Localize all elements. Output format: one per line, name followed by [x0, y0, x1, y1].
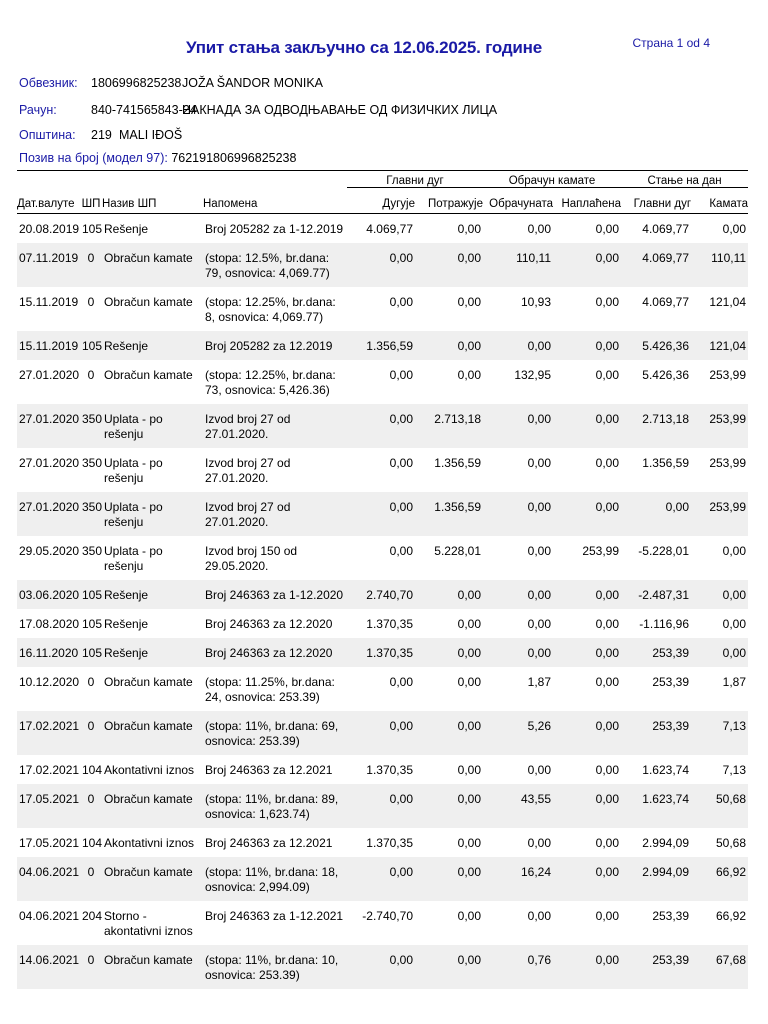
cell-obracunata: 5,26	[483, 711, 553, 755]
cell-duguje: -2.740,70	[362, 909, 413, 923]
obveznik-row	[19, 76, 323, 90]
cell-sp: 105	[82, 617, 103, 631]
cell-napomena: (stopa: 11%, br.dana: 10, osnovica: 253.39)	[203, 945, 347, 989]
cell-kamata: 7,13	[722, 763, 747, 777]
cell-glavni-dug: 2.994,09	[621, 857, 691, 901]
cell-naziv: Obračun kamate	[102, 711, 203, 755]
cell-napomena: Broj 246363 za 12.2020	[203, 638, 347, 667]
cell-duguje: 0,00	[347, 784, 415, 828]
obveznik-name: JOŽA ŠANDOR MONIKA	[182, 76, 323, 90]
cell-kamata: 0,00	[722, 222, 747, 236]
cell-glavni-dug: 253,39	[621, 711, 691, 755]
cell-duguje: 1.356,59	[347, 331, 415, 360]
cell-napomena: Broj 246363 za 1-12.2021	[205, 909, 344, 923]
cell-sp: 0	[80, 857, 102, 901]
cell-napomena: (stopa: 12.25%, br.dana: 73, osnovica: 5,426.36)	[205, 368, 336, 397]
table-row	[17, 784, 748, 828]
col-duguje: Дугује	[382, 198, 415, 210]
cell-potrazuje: 0,00	[415, 945, 483, 989]
cell-naplacena: 0,00	[595, 222, 620, 236]
page-title: Упит стања закључно са 12.06.2025. године	[185, 38, 543, 57]
cell-date: 04.06.2021	[19, 909, 80, 923]
cell-duguje: 0,00	[389, 295, 413, 309]
cell-naziv: Uplata - po rešenju	[102, 492, 203, 536]
cell-sp: 105	[80, 331, 102, 360]
table-row	[17, 580, 748, 609]
cell-obracunata: 0,00	[527, 222, 552, 236]
cell-sp: 105	[80, 638, 102, 667]
group-glavni-dug: Главни дуг	[347, 171, 483, 188]
cell-kamata: 66,92	[716, 909, 747, 923]
cell-naziv: Uplata - po rešenju	[104, 544, 163, 573]
cell-naziv: Rešenje	[102, 331, 203, 360]
cell-sp: 0	[87, 368, 95, 382]
cell-potrazuje: 0,00	[415, 857, 483, 901]
cell-naziv: Obračun kamate	[104, 368, 193, 382]
cell-potrazuje: 0,00	[457, 368, 482, 382]
cell-glavni-dug: 253,39	[652, 675, 690, 689]
cell-duguje: 0,00	[347, 857, 415, 901]
cell-glavni-dug: 253,39	[621, 638, 691, 667]
cell-kamata: 253,99	[709, 368, 747, 382]
table-header	[17, 171, 748, 214]
cell-date: 17.05.2021	[17, 784, 80, 828]
cell-kamata: 121,04	[709, 295, 747, 309]
cell-duguje: 1.370,35	[366, 836, 413, 850]
cell-napomena: Broj 205282 za 1-12.2019	[205, 222, 344, 236]
cell-kamata: 110,11	[691, 243, 748, 287]
cell-naziv: Obračun kamate	[102, 857, 203, 901]
cell-duguje: 2.740,70	[347, 580, 415, 609]
col-potrazuje: Потражује	[428, 198, 484, 210]
cell-glavni-dug: 2.713,18	[621, 404, 691, 448]
cell-date: 10.12.2020	[19, 675, 80, 689]
cell-obracunata: 0,00	[483, 404, 553, 448]
cell-naziv: Obračun kamate	[102, 243, 203, 287]
cell-naplacena: 0,00	[553, 404, 621, 448]
cell-naplacena: 0,00	[553, 492, 621, 536]
cell-obracunata: 0,00	[527, 456, 552, 470]
table-row	[17, 448, 748, 492]
cell-potrazuje: 0,00	[415, 711, 483, 755]
cell-naplacena: 0,00	[553, 784, 621, 828]
cell-duguje: 0,00	[389, 368, 413, 382]
table-row	[17, 331, 748, 360]
cell-glavni-dug: 5.426,36	[642, 368, 690, 382]
opstina-code: 219	[91, 128, 112, 142]
cell-date: 29.05.2020	[19, 544, 80, 558]
cell-obracunata: 110,11	[483, 243, 553, 287]
cell-potrazuje: 0,00	[415, 331, 483, 360]
cell-duguje: 0,00	[389, 675, 413, 689]
cell-potrazuje: 0,00	[415, 638, 483, 667]
col-naplacena: Наплаћена	[561, 198, 622, 210]
cell-naziv: Obračun kamate	[104, 675, 193, 689]
cell-kamata: 7,13	[691, 711, 748, 755]
table-row	[17, 638, 748, 667]
cell-obracunata: 0,00	[483, 638, 553, 667]
cell-obracunata: 132,95	[514, 368, 552, 382]
cell-date: 03.06.2020	[17, 580, 80, 609]
cell-sp: 0	[87, 295, 95, 309]
cell-naplacena: 0,00	[595, 456, 620, 470]
cell-obracunata: 0,00	[527, 909, 552, 923]
opstina-label: Општина:	[19, 128, 76, 142]
cell-potrazuje: 0,00	[457, 763, 482, 777]
cell-naziv: Storno - akontativni iznos	[104, 909, 193, 938]
cell-kamata: 0,00	[722, 544, 747, 558]
table-row	[17, 711, 748, 755]
cell-naplacena: 0,00	[595, 763, 620, 777]
table-row	[17, 287, 748, 331]
cell-naplacena: 0,00	[595, 368, 620, 382]
cell-kamata: 253,99	[691, 492, 748, 536]
cell-napomena: Broj 246363 za 12.2020	[205, 617, 333, 631]
racun-name: НАКНАДА ЗА ОДВОДЊАВАЊЕ ОД ФИЗИЧКИХ ЛИЦА	[182, 103, 498, 117]
table-row	[17, 828, 748, 857]
cell-sp: 350	[82, 456, 103, 470]
cell-napomena: (stopa: 12.5%, br.dana: 79, osnovica: 4,069.77)	[203, 243, 347, 287]
cell-date: 16.11.2020	[17, 638, 80, 667]
cell-naplacena: 0,00	[553, 580, 621, 609]
cell-obracunata: 10,93	[520, 295, 552, 309]
table-row	[17, 492, 748, 536]
col-obracunata: Обрачуната	[489, 198, 554, 210]
cell-naziv: Rešenje	[104, 222, 149, 236]
cell-duguje: 0,00	[347, 945, 415, 989]
group-stanje: Стање на дан	[621, 171, 748, 188]
cell-glavni-dug: 253,39	[652, 909, 690, 923]
col-glavni-dug: Главни дуг	[633, 198, 692, 210]
cell-glavni-dug: 4.069,77	[642, 295, 690, 309]
cell-naziv: Uplata - po rešenju	[102, 404, 203, 448]
cell-naplacena: 0,00	[595, 836, 620, 850]
cell-naziv: Akontativni iznos	[104, 836, 195, 850]
cell-napomena: Izvod broj 27 od 27.01.2020.	[203, 404, 347, 448]
cell-sp: 350	[80, 404, 102, 448]
cell-sp: 104	[82, 836, 103, 850]
cell-napomena: Broj 246363 za 12.2021	[205, 763, 333, 777]
cell-potrazuje: 0,00	[457, 617, 482, 631]
table-row	[17, 755, 748, 784]
cell-potrazuje: 5.228,01	[434, 544, 482, 558]
cell-napomena: Izvod broj 27 od 27.01.2020.	[203, 492, 347, 536]
cell-obracunata: 0,00	[483, 492, 553, 536]
cell-kamata: 50,68	[691, 784, 748, 828]
opstina-row	[19, 128, 182, 142]
cell-sp: 0	[80, 243, 102, 287]
cell-potrazuje: 1.356,59	[434, 456, 482, 470]
cell-glavni-dug: -1.116,96	[639, 617, 690, 631]
cell-potrazuje: 0,00	[457, 222, 482, 236]
table-row	[17, 609, 748, 638]
cell-napomena: Izvod broj 150 od 29.05.2020.	[205, 544, 298, 573]
cell-naplacena: 0,00	[553, 857, 621, 901]
cell-sp: 204	[82, 909, 103, 923]
cell-obracunata: 0,00	[527, 763, 552, 777]
cell-potrazuje: 0,00	[457, 909, 482, 923]
cell-napomena: (stopa: 12.25%, br.dana: 8, osnovica: 4,069.77)	[205, 295, 336, 324]
cell-date: 17.02.2021	[19, 763, 80, 777]
cell-glavni-dug: 1.623,74	[621, 784, 691, 828]
cell-naziv: Obračun kamate	[104, 295, 193, 309]
cell-napomena: (stopa: 11%, br.dana: 18, osnovica: 2,994.09)	[203, 857, 347, 901]
obveznik-label: Обвезник:	[19, 76, 78, 90]
racun-row	[19, 103, 497, 117]
cell-obracunata: 43,55	[483, 784, 553, 828]
cell-naplacena: 0,00	[553, 638, 621, 667]
cell-date: 27.01.2020	[17, 492, 80, 536]
cell-date: 04.06.2021	[17, 857, 80, 901]
racun-label: Рачун:	[19, 103, 57, 117]
cell-potrazuje: 0,00	[457, 836, 482, 850]
cell-glavni-dug: 2.994,09	[642, 836, 690, 850]
cell-naplacena: 0,00	[595, 295, 620, 309]
cell-sp: 0	[87, 675, 95, 689]
cell-date: 17.02.2021	[17, 711, 80, 755]
opstina-name: MALI IĐOŠ	[119, 128, 183, 142]
cell-sp: 350	[82, 544, 103, 558]
cell-obracunata: 1,87	[527, 675, 552, 689]
cell-kamata: 0,00	[691, 638, 748, 667]
obveznik-id: 1806996825238	[91, 76, 182, 90]
cell-potrazuje: 1.356,59	[415, 492, 483, 536]
cell-sp: 0	[80, 784, 102, 828]
table-row	[17, 243, 748, 287]
cell-naplacena: 0,00	[553, 945, 621, 989]
cell-glavni-dug: -2.487,31	[621, 580, 691, 609]
col-napomena: Напомена	[203, 198, 258, 210]
cell-napomena: (stopa: 11%, br.dana: 89, osnovica: 1,623.74)	[203, 784, 347, 828]
cell-sp: 350	[80, 492, 102, 536]
cell-obracunata: 0,00	[527, 544, 552, 558]
cell-naziv: Obračun kamate	[102, 945, 203, 989]
cell-kamata: 0,00	[722, 617, 747, 631]
cell-date: 15.11.2019	[17, 331, 80, 360]
cell-duguje: 0,00	[389, 544, 413, 558]
cell-glavni-dug: 253,39	[621, 945, 691, 989]
cell-sp: 105	[80, 580, 102, 609]
cell-duguje: 0,00	[347, 404, 415, 448]
table-row	[17, 360, 748, 404]
cell-glavni-dug: -5.228,01	[638, 544, 690, 558]
cell-duguje: 0,00	[347, 492, 415, 536]
cell-naplacena: 0,00	[553, 243, 621, 287]
transactions-table	[17, 170, 748, 989]
cell-glavni-dug: 4.069,77	[621, 243, 691, 287]
cell-potrazuje: 2.713,18	[415, 404, 483, 448]
poziv-row	[19, 151, 296, 165]
cell-naziv: Uplata - po rešenju	[104, 456, 163, 485]
cell-date: 17.05.2021	[19, 836, 80, 850]
cell-sp: 104	[82, 763, 103, 777]
cell-naziv: Rešenje	[104, 617, 149, 631]
cell-obracunata: 0,00	[527, 617, 552, 631]
cell-obracunata: 0,00	[483, 580, 553, 609]
cell-obracunata: 0,76	[483, 945, 553, 989]
cell-glavni-dug: 0,00	[621, 492, 691, 536]
table-row	[17, 214, 748, 244]
poziv-value: 762191806996825238	[171, 151, 297, 165]
cell-naziv: Akontativni iznos	[104, 763, 195, 777]
cell-kamata: 1,87	[722, 675, 747, 689]
cell-sp: 105	[82, 222, 103, 236]
col-naziv-sp: Назив ШП	[102, 198, 157, 210]
cell-duguje: 1.370,35	[366, 763, 413, 777]
cell-naziv: Rešenje	[102, 580, 203, 609]
cell-duguje: 0,00	[389, 456, 413, 470]
cell-kamata: 0,00	[691, 580, 748, 609]
col-sp: ШП	[81, 198, 101, 210]
table-row	[17, 945, 748, 989]
cell-date: 20.08.2019	[19, 222, 80, 236]
cell-potrazuje: 0,00	[457, 295, 482, 309]
cell-naplacena: 0,00	[595, 617, 620, 631]
cell-sp: 0	[80, 711, 102, 755]
table-row	[17, 536, 748, 580]
col-kamata: Камата	[709, 198, 749, 210]
table-row	[17, 901, 748, 945]
cell-date: 27.01.2020	[19, 368, 80, 382]
cell-date: 15.11.2019	[19, 295, 79, 309]
table-row	[17, 857, 748, 901]
cell-kamata: 253,99	[691, 404, 748, 448]
cell-obracunata: 0,00	[527, 836, 552, 850]
cell-duguje: 0,00	[347, 243, 415, 287]
cell-potrazuje: 0,00	[415, 784, 483, 828]
cell-duguje: 4.069,77	[366, 222, 413, 236]
cell-napomena: Broj 246363 za 12.2021	[205, 836, 333, 850]
cell-potrazuje: 0,00	[415, 580, 483, 609]
cell-napomena: (stopa: 11.25%, br.dana: 24, osnovica: 253.39)	[205, 675, 335, 704]
racun-number: 840-741565843-24	[91, 103, 197, 117]
cell-date: 27.01.2020	[17, 404, 80, 448]
cell-obracunata: 0,00	[483, 331, 553, 360]
cell-date: 27.01.2020	[19, 456, 80, 470]
cell-date: 17.08.2020	[19, 617, 80, 631]
cell-kamata: 253,99	[709, 456, 747, 470]
cell-naplacena: 0,00	[553, 711, 621, 755]
cell-potrazuje: 0,00	[457, 675, 482, 689]
cell-date: 14.06.2021	[17, 945, 80, 989]
cell-glavni-dug: 1.623,74	[642, 763, 690, 777]
cell-napomena: Broj 246363 za 1-12.2020	[203, 580, 347, 609]
cell-glavni-dug: 5.426,36	[621, 331, 691, 360]
cell-duguje: 1.370,35	[347, 638, 415, 667]
cell-obracunata: 16,24	[483, 857, 553, 901]
cell-glavni-dug: 1.356,59	[642, 456, 690, 470]
poziv-label: Позив на број (модел 97):	[19, 151, 168, 165]
cell-naziv: Rešenje	[102, 638, 203, 667]
cell-glavni-dug: 4.069,77	[642, 222, 690, 236]
cell-naplacena: 0,00	[595, 675, 620, 689]
table-row	[17, 667, 748, 711]
cell-kamata: 50,68	[716, 836, 747, 850]
cell-naziv: Obračun kamate	[102, 784, 203, 828]
cell-napomena: Broj 205282 za 12.2019	[203, 331, 347, 360]
cell-naplacena: 253,99	[582, 544, 620, 558]
cell-napomena: Izvod broj 27 od 27.01.2020.	[205, 456, 291, 485]
cell-date: 07.11.2019	[17, 243, 80, 287]
cell-naplacena: 0,00	[595, 909, 620, 923]
cell-sp: 0	[80, 945, 102, 989]
cell-kamata: 121,04	[691, 331, 748, 360]
cell-kamata: 67,68	[691, 945, 748, 989]
col-dat-valute: Дат.валуте	[17, 198, 75, 210]
page-number: Страна 1 od 4	[632, 36, 710, 50]
cell-kamata: 66,92	[691, 857, 748, 901]
cell-potrazuje: 0,00	[415, 243, 483, 287]
cell-duguje: 0,00	[347, 711, 415, 755]
table-row	[17, 404, 748, 448]
table-body	[17, 214, 748, 990]
cell-napomena: (stopa: 11%, br.dana: 69, osnovica: 253.39)	[203, 711, 347, 755]
group-obracun-kamate: Обрачун камате	[483, 171, 621, 188]
cell-naplacena: 0,00	[553, 331, 621, 360]
cell-duguje: 1.370,35	[366, 617, 413, 631]
